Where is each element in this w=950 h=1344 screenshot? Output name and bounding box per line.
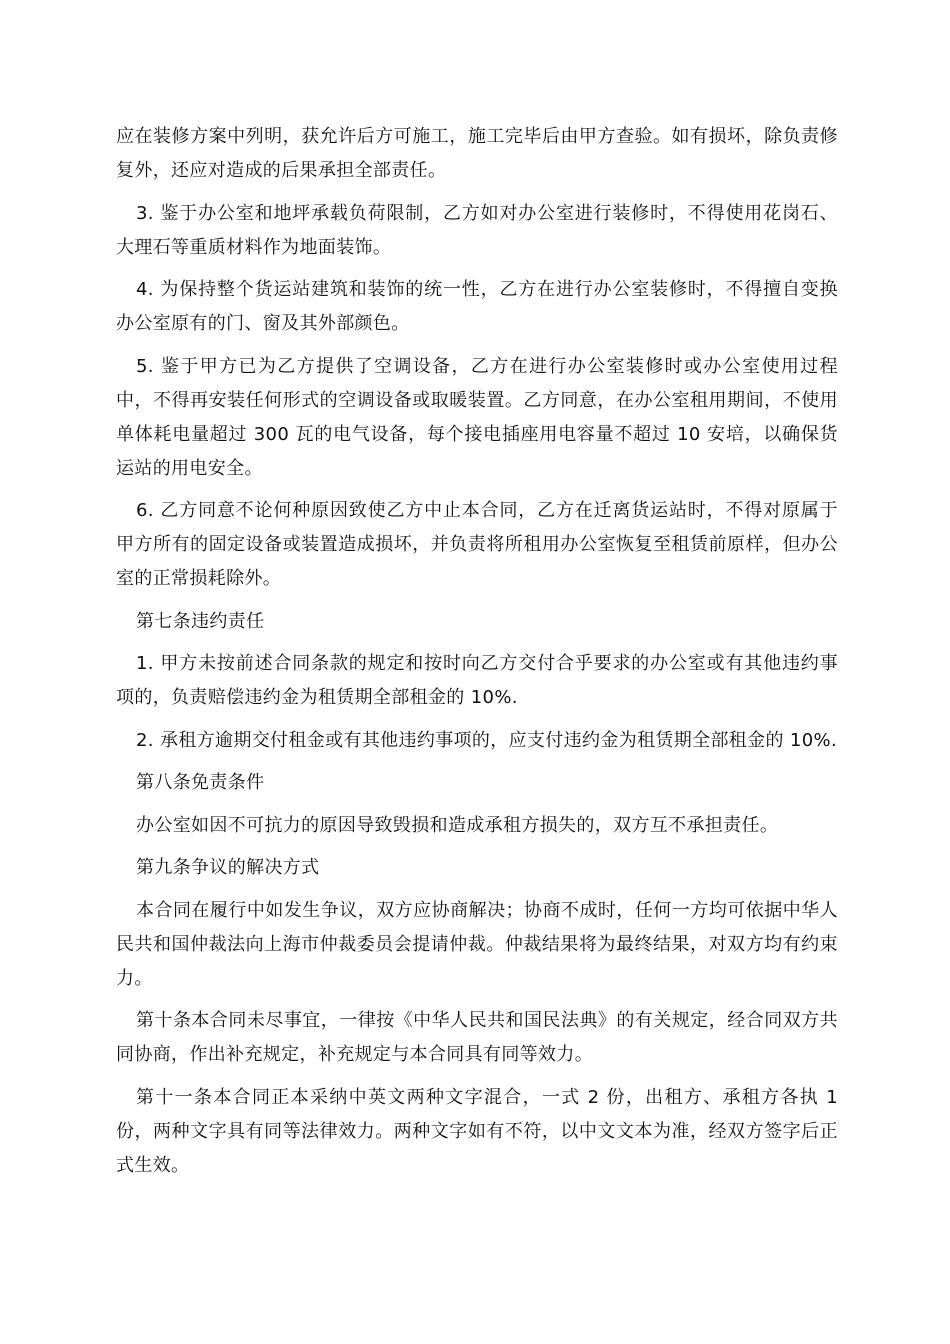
article-7-heading: 第七条违约责任 [136,610,265,632]
paragraph-article-8-body: 办公室如因不可抗力的原因导致毁损和造成承租方损失的，双方互不承担责任。 [136,814,779,836]
article-9-heading: 第九条争议的解决方式 [136,857,320,878]
paragraph-item-3: 3. 鉴于办公室和地坪承载负荷限制，乙方如对办公室进行装修时，不得使用花岗石、大理石等重质材料作为地面装饰。 [116,202,838,258]
paragraph-article-9-body: 本合同在履行中如发生争议，双方应协商解决；协商不成时，任何一方均可依据中华人民共和国仲裁法向上海市仲裁委员会提请仲裁。仲裁结果将为最终结果，对双方均有约束力。 [116,899,838,989]
paragraph-article-11: 第十一条本合同正本采纳中英文两种文字混合，一式 2 份，出租方、承租方各执 1 份，两种文字具有同等法律效力。两种文字如有不符，以中文文本为准，经双方签字后正式生效。 [116,1086,838,1176]
paragraph-item-6: 6. 乙方同意不论何种原因致使乙方中止本合同，乙方在迁离货运站时，不得对原属于甲方所有的固定设备或装置造成损坏，并负责将所租用办公室恢复至租赁前原样，但办公室的正常损耗除外。 [116,500,838,589]
paragraph-article-10: 第十条本合同未尽事宜，一律按《中华人民共和国民法典》的有关规定，经合同双方共同协商，作出补充规定，补充规定与本合同具有同等效力。 [116,1010,838,1065]
paragraph-item-4: 4. 为保持整个货运站建筑和装饰的统一性，乙方在进行办公室装修时，不得擅自变换办公室原有的门、窗及其外部颜色。 [116,279,838,334]
paragraph-item-5: 5. 鉴于甲方已为乙方提供了空调设备，乙方在进行办公室装修时或办公室使用过程中，不得再安装任何形式的空调设备或取暖装置。乙方同意，在办公室租用期间，不使用单体耗电量超过 300 瓦的电气设备，每个接电插座用电容量不超过 10 安培，以确保货运站的用电安全。 [116,355,838,479]
document-body [116,120,838,1191]
paragraph-article-7-item-1: 1. 甲方未按前述合同条款的规定和按时向乙方交付合乎要求的办公室或有其他违约事项的，负责赔偿违约金为租赁期全部租金的 10%. [116,653,838,708]
article-8-heading: 第八条免责条件 [136,772,265,793]
paragraph-continuation: 应在装修方案中列明，获允许后方可施工，施工完毕后由甲方查验。如有损坏，除负责修复外，还应对造成的后果承担全部责任。 [116,126,838,181]
paragraph-article-7-item-2: 2. 承租方逾期交付租金或有其他违约事项的，应支付违约金为租赁期全部租金的 10%. [136,729,838,751]
